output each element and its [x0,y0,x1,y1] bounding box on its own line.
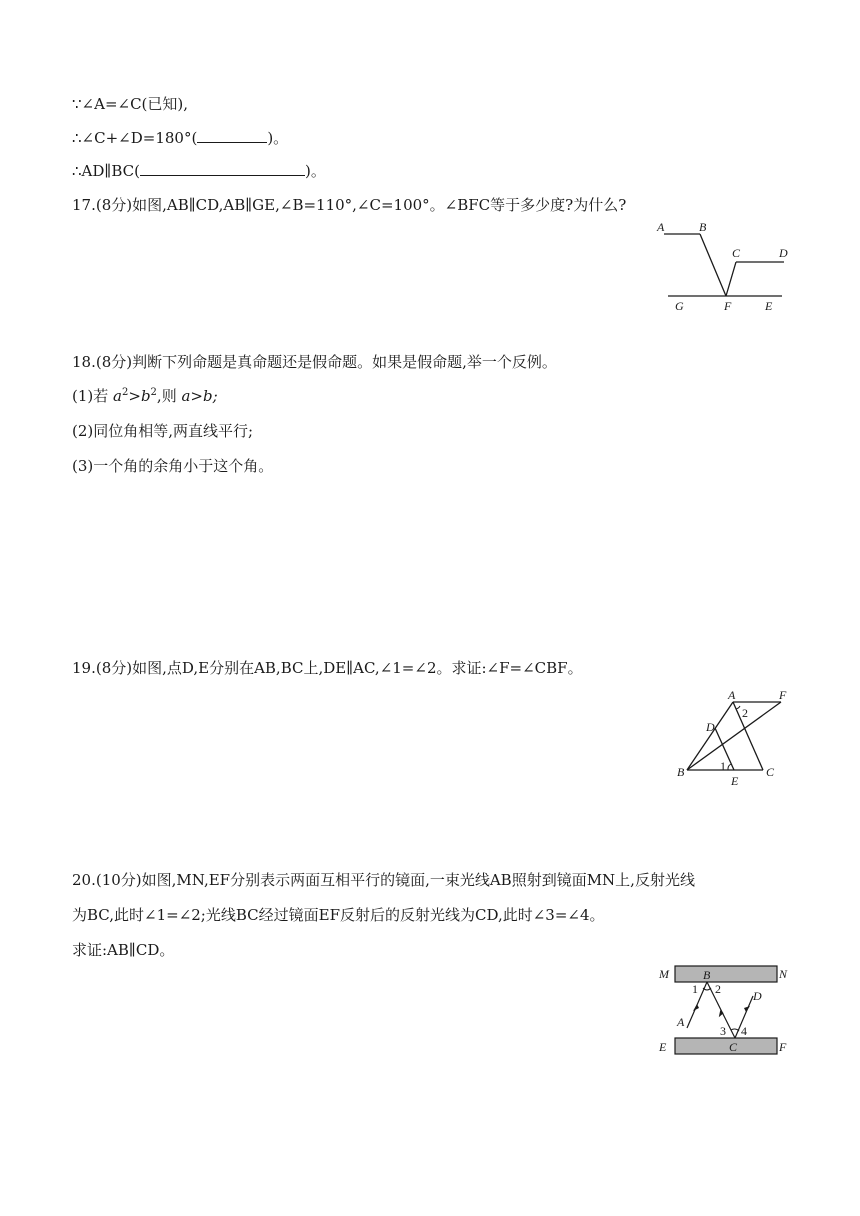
segment-fc [726,262,736,296]
question-19-text: 19.(8分)如图,点D,E分别在AB,BC上,DE∥AC,∠1=∠2。求证:∠F=∠CBF。 [72,659,583,677]
label-B: B [677,765,685,779]
label-A: A [728,688,736,702]
label-F: F [779,1040,787,1054]
exponent-b: 2 [150,387,157,398]
item-1-prefix: (1)若 [72,387,114,405]
label-C: C [732,246,741,260]
proof-step-3: ∴AD∥BC( [72,162,140,180]
proof-reason-1: ∵∠A=∠C(已知), [72,95,189,113]
question-20-text-1: 20.(10分)如图,MN,EF分别表示两面互相平行的镜面,一束光线AB照射到镜面MN上,反射光线 [72,871,695,889]
angle-2-arc [736,706,740,709]
item-2-text: (2)同位角相等,两直线平行; [72,422,254,440]
label-F: F [724,299,732,313]
item-1-mid: ,则 [156,387,182,405]
angle-1-label: 1 [692,982,698,996]
proof-step-3-end: )。 [304,162,326,180]
label-E: E [659,1040,667,1054]
var-b: b [140,387,151,405]
figure-q20 [655,962,805,1062]
arrow-ab [693,1004,699,1011]
question-17 [72,195,626,215]
gt-sign: > [128,387,141,405]
label-C: C [729,1040,738,1054]
exponent-a: 2 [121,387,129,398]
angle-3-label: 3 [720,1024,726,1038]
label-N: N [779,967,788,981]
proof-line-2 [72,128,288,148]
proof-line-1 [72,94,188,114]
figure-q19 [675,684,805,794]
figure-q17 [652,216,802,316]
label-G: G [675,299,684,313]
proof-step-2-end: )。 [267,129,289,147]
label-D: D [706,720,715,734]
label-A: A [677,1015,685,1029]
question-20-line-1 [72,870,695,890]
label-F: F [779,688,787,702]
question-18-item-3 [72,456,273,476]
proof-step-2: ∴∠C+∠D=180°( [72,129,198,147]
label-D: D [753,989,762,1003]
segment-bf [700,234,726,296]
label-D: D [779,246,788,260]
question-20-line-2 [72,905,605,925]
question-18 [72,352,557,372]
segment-bf [687,702,781,770]
label-C: C [766,765,775,779]
angle-1-arc [728,764,731,770]
arrow-bc [717,1009,725,1017]
segment-ac [733,702,763,770]
proof-line-3 [72,161,326,181]
label-E: E [731,774,739,788]
question-17-text: 17.(8分)如图,AB∥CD,AB∥GE,∠B=110°,∠C=100°。∠BFC等于多少度?为什么? [72,196,627,214]
question-19 [72,658,583,678]
label-A: A [657,220,665,234]
angle-3-arc [731,1029,735,1030]
angle-2-label: 2 [715,982,721,996]
var-a: a [113,387,122,405]
answer-blank-1[interactable] [197,128,267,143]
mirror-ef [675,1038,777,1054]
mirror-mn [675,966,777,982]
answer-blank-2[interactable] [140,161,305,176]
segment-ba [687,702,733,770]
item-1-rest: a>b; [181,387,218,405]
question-20-text-3: 求证:AB∥CD。 [72,941,175,959]
angle-2-label: 2 [742,706,748,720]
question-20-text-2: 为BC,此时∠1=∠2;光线BC经过镜面EF反射后的反射光线为CD,此时∠3=∠4。 [72,906,605,924]
item-3-text: (3)一个角的余角小于这个角。 [72,457,274,475]
label-E: E [765,299,773,313]
label-B: B [699,220,707,234]
label-B: B [703,968,711,982]
question-20-line-3 [72,940,174,960]
angle-1-label: 1 [720,759,726,773]
question-18-item-2 [72,421,253,441]
question-18-text: 18.(8分)判断下列命题是真命题还是假命题。如果是假命题,举一个反例。 [72,353,557,371]
label-M: M [659,967,669,981]
question-18-item-1 [72,386,218,406]
angle-4-label: 4 [741,1024,747,1038]
